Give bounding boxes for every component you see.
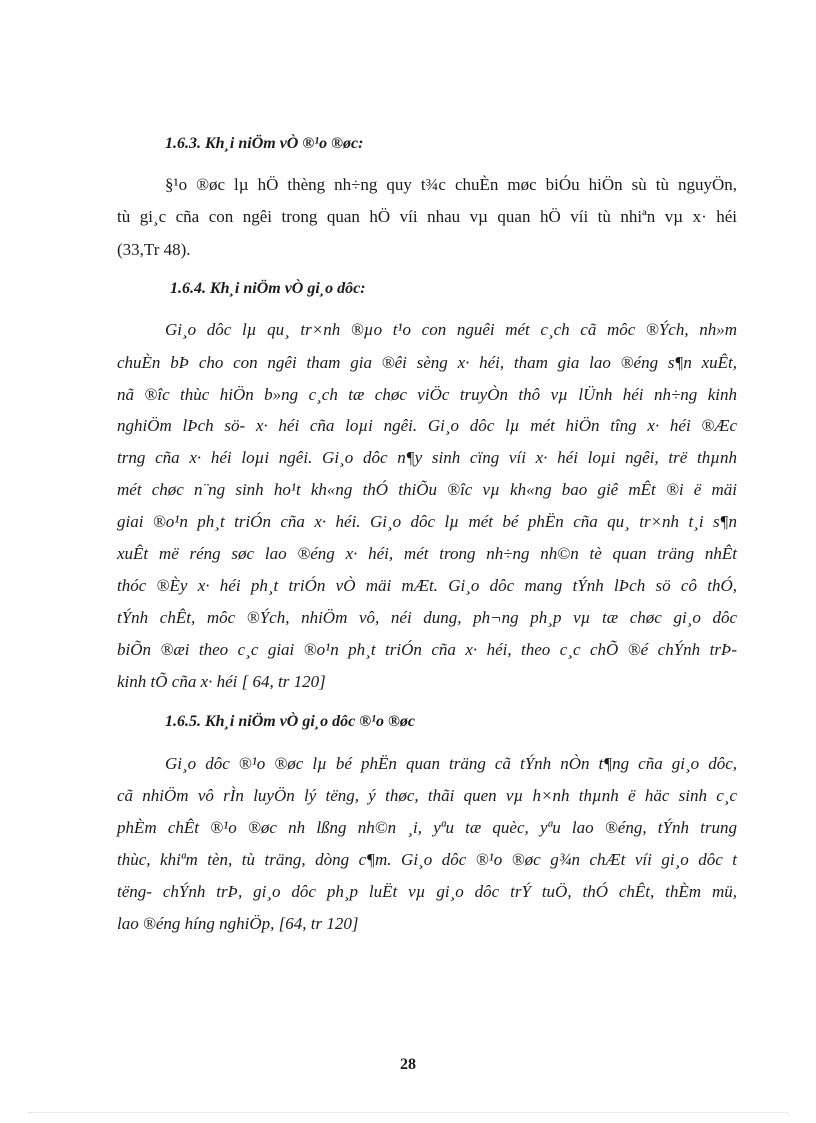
page-bottom-divider	[28, 1112, 788, 1113]
page-number: 28	[400, 1056, 416, 1073]
paragraph-line: tëng- chÝnh trÞ, gi¸o dôc ph¸p luËt vµ gi¸o dôc trÝ tuÖ, thÓ chÊt, thÈm mü,	[117, 882, 737, 901]
paragraph-line: biÕn ®æi theo c¸c giai ®o¹n ph¸t triÓn cña x· héi, theo c¸c chÕ ®é chÝnh trÞ-	[117, 640, 737, 659]
section-heading-1-6-3: 1.6.3. Kh¸i niÖm vÒ ®¹o ®øc:	[165, 135, 364, 152]
paragraph-line: chuÈn bÞ cho con ngêi tham gia ®êi sèng x· héi, tham gia lao ®éng s¶n xuÊt,	[117, 353, 737, 372]
paragraph-line: thùc, khiªm tèn, tù träng, dòng c¶m. Gi¸o dôc ®¹o ®øc g¾n chÆt víi gi¸o dôc t	[117, 850, 737, 869]
section-heading-1-6-5: 1.6.5. Kh¸i niÖm vÒ gi¸o dôc ®¹o ®øc	[165, 713, 416, 730]
paragraph-line: cã nhiÖm vô rÌn luyÖn lý tëng, ý thøc, thãi quen vµ h×nh thµnh ë häc sinh c¸c	[117, 786, 737, 805]
paragraph-line: xuÊt më réng søc lao ®éng x· héi, mét trong nh÷ng nh©n tè quan träng nhÊt	[117, 544, 737, 563]
paragraph-line: giai ®o¹n ph¸t triÓn cña x· héi. Gi¸o dôc lµ mét bé phËn cña qu¸ tr×nh t¸i s¶n	[117, 512, 737, 531]
paragraph-line: mét chøc n¨ng sinh ho¹t kh«ng thÓ thiÕu ®îc vµ kh«ng bao giê mÊt ®i ë mäi	[117, 480, 737, 499]
paragraph-line: tù gi¸c cña con ngêi trong quan hÖ víi nhau vµ quan hÖ víi tù nhiªn vµ x· héi	[117, 207, 737, 226]
paragraph-line: §¹o ®øc lµ hÖ thèng nh÷ng quy t¾c chuÈn møc biÓu hiÖn sù tù nguyÖn,	[165, 175, 737, 194]
section-heading-1-6-4: 1.6.4. Kh¸i niÖm vÒ gi¸o dôc:	[170, 280, 366, 297]
paragraph-line: trng cña x· héi loµi ngêi. Gi¸o dôc n¶y sinh cïng víi x· héi loµi ngêi, trë thµnh	[117, 448, 737, 467]
paragraph-line: nghiÖm lÞch sö- x· héi cña loµi ngêi. Gi¸o dôc lµ mét hiÖn tîng x· héi ®Æc	[117, 416, 737, 435]
paragraph-line: phÈm chÊt ®¹o ®øc nh lßng nh©n ¸i, yªu tæ quèc, yªu lao ®éng, tÝnh trung	[117, 818, 737, 837]
paragraph-line: Gi¸o dôc lµ qu¸ tr×nh ®µo t¹o con nguêi mét c¸ch cã môc ®Ých, nh»m	[165, 320, 737, 339]
paragraph-line: (33,Tr 48).	[117, 240, 191, 259]
paragraph-line: kinh tÕ cña x· héi [ 64, tr 120]	[117, 672, 326, 691]
paragraph-line: thóc ®Èy x· héi ph¸t triÓn vÒ mäi mÆt. Gi¸o dôc mang tÝnh lÞch sö cô thÓ,	[117, 576, 737, 595]
paragraph-line: nã ®îc thùc hiÖn b»ng c¸ch tæ chøc viÖc truyÒn thô vµ lÜnh héi nh÷ng kinh	[117, 385, 737, 404]
paragraph-line: tÝnh chÊt, môc ®Ých, nhiÖm vô, néi dung, ph¬ng ph¸p vµ tæ chøc gi¸o dôc	[117, 608, 737, 627]
paragraph-line: Gi¸o dôc ®¹o ®øc lµ bé phËn quan träng cã tÝnh nÒn t¶ng cña gi¸o dôc,	[165, 754, 737, 773]
paragraph-line: lao ®éng híng nghiÖp, [64, tr 120]	[117, 914, 359, 933]
